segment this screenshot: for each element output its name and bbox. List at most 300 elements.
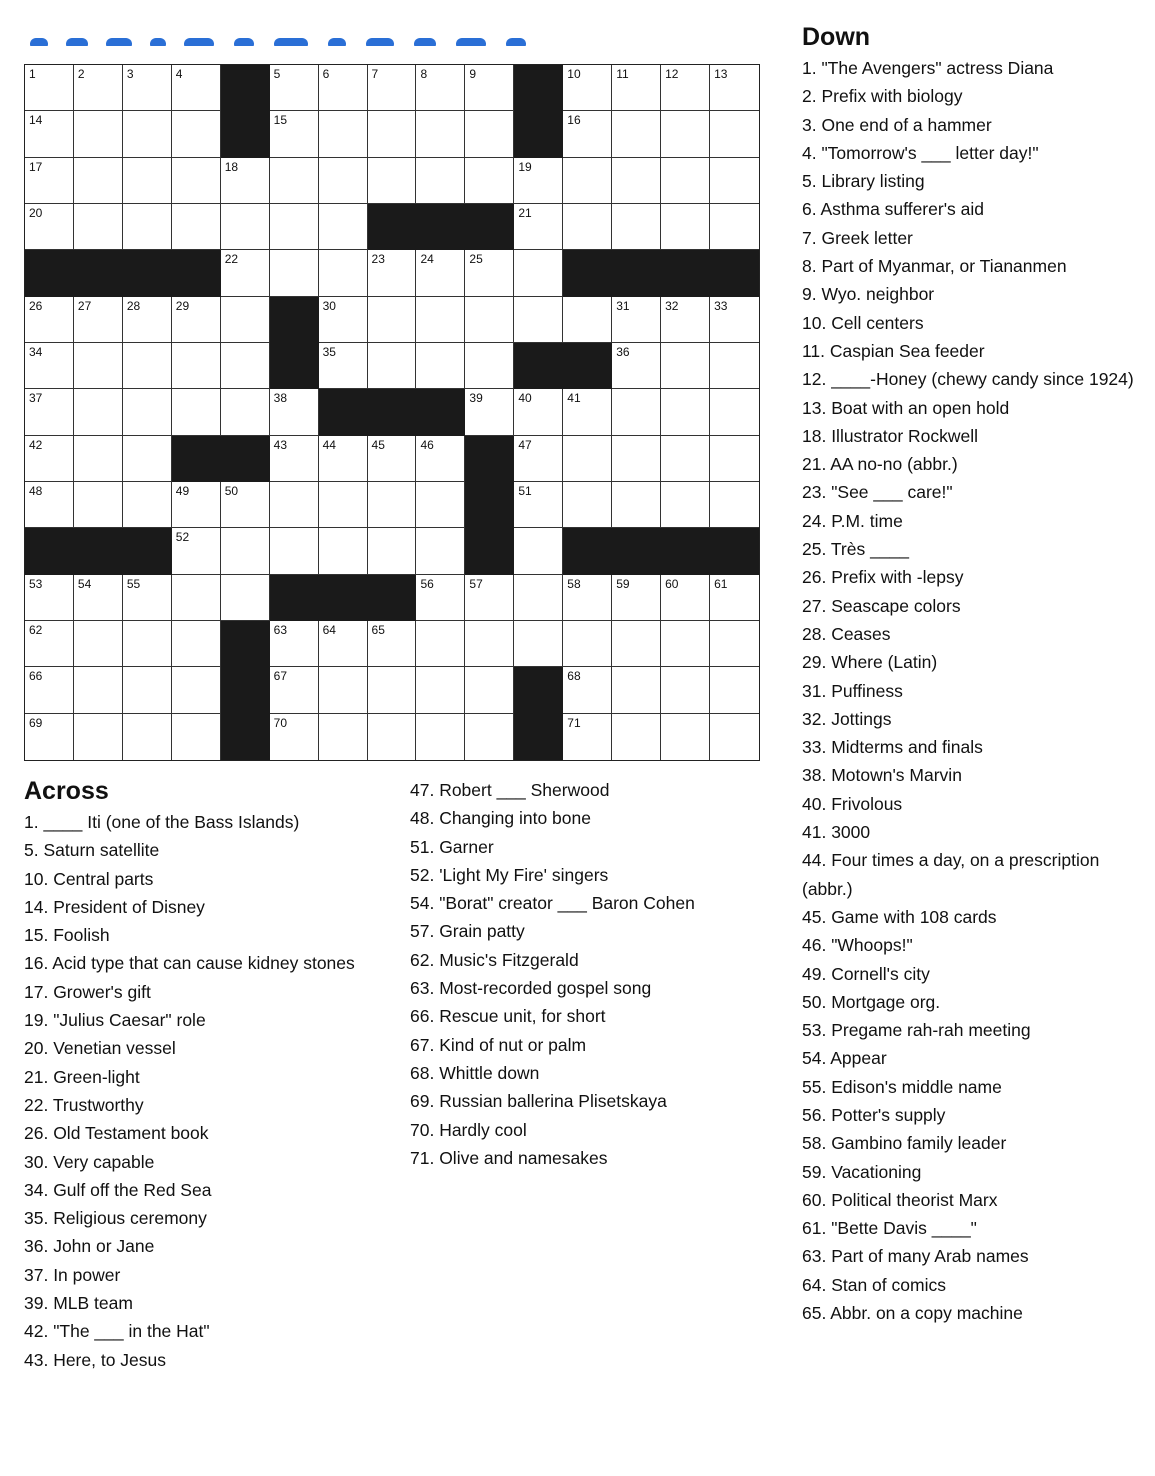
grid-cell[interactable] xyxy=(270,621,319,667)
grid-cell[interactable] xyxy=(319,714,368,760)
clue-item: 61. "Bette Davis ____" xyxy=(802,1218,977,1239)
clue-item: 26. Prefix with -lepsy xyxy=(802,567,964,588)
clue-item: 15. Foolish xyxy=(24,925,110,946)
clue-number: 31 xyxy=(616,298,630,313)
grid-cell[interactable] xyxy=(661,111,710,157)
black-square xyxy=(563,343,612,389)
grid-cell[interactable] xyxy=(123,111,172,157)
clue-number: 47 xyxy=(518,437,532,452)
grid-cell[interactable] xyxy=(416,436,465,482)
grid-cell[interactable] xyxy=(270,667,319,713)
clue-item: 18. Illustrator Rockwell xyxy=(802,425,979,446)
clue-item: 47. Robert ___ Sherwood xyxy=(410,780,610,800)
grid-cell[interactable] xyxy=(123,65,172,111)
grid-cell[interactable] xyxy=(368,621,417,667)
crossword-grid xyxy=(24,64,760,761)
grid-cell[interactable] xyxy=(661,667,710,713)
black-square xyxy=(74,528,123,574)
grid-cell[interactable] xyxy=(221,528,270,574)
black-square xyxy=(368,575,417,621)
clue-item: 33. Midterms and finals xyxy=(802,737,983,758)
clue-number: 44 xyxy=(322,437,336,452)
black-square xyxy=(612,250,661,296)
grid-cell[interactable] xyxy=(661,297,710,343)
grid-cell[interactable] xyxy=(710,667,759,713)
grid-cell[interactable] xyxy=(465,158,514,204)
clue-number: 36 xyxy=(616,344,630,359)
clue-number: 45 xyxy=(371,437,385,452)
grid-cell[interactable] xyxy=(465,714,514,760)
clue-item: 1. ____ Iti (one of the Bass Islands) xyxy=(24,812,300,832)
clue-number: 22 xyxy=(224,252,239,267)
grid-cell[interactable] xyxy=(172,389,221,435)
clue-item: 54. Appear xyxy=(802,1048,887,1069)
clue-number: 13 xyxy=(714,67,728,81)
grid-cell[interactable] xyxy=(710,621,759,667)
clue-item: 22. Trustworthy xyxy=(24,1094,144,1115)
grid-cell[interactable] xyxy=(710,111,759,157)
grid-cell[interactable] xyxy=(74,65,123,111)
down-heading: Down xyxy=(802,23,871,51)
grid-cell[interactable] xyxy=(221,204,270,250)
grid-cell[interactable] xyxy=(123,714,172,760)
grid-cell[interactable] xyxy=(172,621,221,667)
black-square xyxy=(465,528,514,574)
grid-cell[interactable] xyxy=(465,250,514,296)
clue-number: 16 xyxy=(567,113,581,128)
grid-cell[interactable] xyxy=(612,575,661,621)
grid-cell[interactable] xyxy=(74,158,123,204)
grid-cell[interactable] xyxy=(74,575,123,621)
grid-cell[interactable] xyxy=(25,111,74,157)
black-square xyxy=(221,714,270,760)
grid-cell[interactable] xyxy=(612,436,661,482)
black-square xyxy=(563,528,612,574)
clue-number: 57 xyxy=(469,576,483,591)
grid-cell[interactable] xyxy=(661,714,710,760)
across-clues-column-2 xyxy=(410,776,770,1172)
clue-number: 50 xyxy=(224,483,239,498)
grid-cell[interactable] xyxy=(25,65,74,111)
grid-cell[interactable] xyxy=(368,667,417,713)
clue-item: 10. Cell centers xyxy=(802,312,924,333)
grid-cell[interactable] xyxy=(270,204,319,250)
grid-cell[interactable] xyxy=(172,714,221,760)
clue-number: 7 xyxy=(371,67,379,81)
clue-item: 65. Abbr. on a copy machine xyxy=(802,1303,1023,1324)
grid-cell[interactable] xyxy=(25,158,74,204)
grid-cell[interactable] xyxy=(368,65,417,111)
clue-item: 63. Most-recorded gospel song xyxy=(410,978,652,999)
grid-cell[interactable] xyxy=(368,111,417,157)
grid-cell[interactable] xyxy=(123,343,172,389)
grid-cell[interactable] xyxy=(710,343,759,389)
grid-cell[interactable] xyxy=(368,436,417,482)
clue-number: 18 xyxy=(224,159,239,174)
grid-cell[interactable] xyxy=(465,621,514,667)
black-square xyxy=(661,250,710,296)
black-square xyxy=(368,389,417,435)
grid-cell[interactable] xyxy=(416,667,465,713)
clue-item: 16. Acid type that can cause kidney stones xyxy=(24,953,355,974)
clue-number: 32 xyxy=(665,298,679,313)
clue-number: 69 xyxy=(29,715,43,730)
grid-cell[interactable] xyxy=(612,621,661,667)
clue-item: 5. Library listing xyxy=(802,171,925,192)
grid-cell[interactable] xyxy=(710,297,759,343)
black-square xyxy=(465,482,514,528)
grid-cell[interactable] xyxy=(416,482,465,528)
grid-cell[interactable] xyxy=(465,111,514,157)
grid-cell[interactable] xyxy=(563,65,612,111)
clue-number: 55 xyxy=(126,576,141,591)
grid-cell[interactable] xyxy=(25,667,74,713)
clue-number: 56 xyxy=(420,576,434,591)
grid-cell[interactable] xyxy=(661,158,710,204)
grid-cell[interactable] xyxy=(612,667,661,713)
grid-cell[interactable] xyxy=(710,158,759,204)
grid-cell[interactable] xyxy=(563,482,612,528)
clue-item: 63. Part of many Arab names xyxy=(802,1246,1029,1267)
grid-cell[interactable] xyxy=(74,482,123,528)
clue-number: 15 xyxy=(273,113,288,128)
clue-item: 13. Boat with an open hold xyxy=(802,397,1010,418)
clue-number: 63 xyxy=(273,622,288,637)
clue-number: 26 xyxy=(29,298,43,313)
grid-cell[interactable] xyxy=(368,250,417,296)
black-square xyxy=(270,297,319,343)
clue-number: 21 xyxy=(518,205,532,220)
clue-item: 4. "Tomorrow's ___ letter day!" xyxy=(802,142,1039,163)
clue-item: 38. Motown's Marvin xyxy=(802,765,962,786)
grid-cell[interactable] xyxy=(465,575,514,621)
grid-cell[interactable] xyxy=(416,111,465,157)
grid-cell[interactable] xyxy=(319,482,368,528)
grid-cell[interactable] xyxy=(172,111,221,157)
grid-cell[interactable] xyxy=(661,65,710,111)
clue-item: 23. "See ___ care!" xyxy=(802,482,953,503)
grid-cell[interactable] xyxy=(123,575,172,621)
grid-cell[interactable] xyxy=(270,158,319,204)
clue-number: 23 xyxy=(371,252,385,267)
clue-item: 54. "Borat" creator ___ Baron Cohen xyxy=(410,893,695,914)
grid-cell[interactable] xyxy=(416,343,465,389)
clue-number: 1 xyxy=(29,67,36,81)
grid-cell[interactable] xyxy=(25,621,74,667)
grid-cell[interactable] xyxy=(221,250,270,296)
grid-cell[interactable] xyxy=(74,297,123,343)
clue-item: 41. 3000 xyxy=(802,822,871,843)
grid-cell[interactable] xyxy=(319,158,368,204)
black-square xyxy=(710,528,759,574)
grid-cell[interactable] xyxy=(661,204,710,250)
grid-cell[interactable] xyxy=(612,204,661,250)
grid-cell[interactable] xyxy=(612,111,661,157)
grid-cell[interactable] xyxy=(172,204,221,250)
grid-cell[interactable] xyxy=(319,297,368,343)
grid-cell[interactable] xyxy=(319,667,368,713)
clue-number: 35 xyxy=(322,344,336,359)
clue-number: 41 xyxy=(567,391,581,406)
clue-item: 37. In power xyxy=(24,1264,121,1285)
clue-item: 8. Part of Myanmar, or Tiananmen xyxy=(802,256,1067,277)
grid-cell[interactable] xyxy=(123,204,172,250)
grid-cell[interactable] xyxy=(514,389,563,435)
grid-cell[interactable] xyxy=(172,575,221,621)
black-square xyxy=(270,343,319,389)
clue-item: 26. Old Testament book xyxy=(24,1123,209,1144)
grid-cell[interactable] xyxy=(74,389,123,435)
clue-number: 61 xyxy=(714,576,728,591)
clue-item: 69. Russian ballerina Plisetskaya xyxy=(410,1091,667,1112)
clue-number: 4 xyxy=(175,67,183,81)
grid-cell[interactable] xyxy=(270,250,319,296)
grid-cell[interactable] xyxy=(172,297,221,343)
grid-cell[interactable] xyxy=(514,528,563,574)
clue-number: 60 xyxy=(665,576,679,591)
grid-cell[interactable] xyxy=(465,667,514,713)
black-square xyxy=(563,250,612,296)
clue-number: 71 xyxy=(567,715,581,730)
grid-cell[interactable] xyxy=(368,343,417,389)
grid-cell[interactable] xyxy=(563,297,612,343)
grid-cell[interactable] xyxy=(221,575,270,621)
grid-cell[interactable] xyxy=(74,343,123,389)
clue-number: 8 xyxy=(420,67,428,81)
black-square xyxy=(416,204,465,250)
grid-cell[interactable] xyxy=(465,389,514,435)
grid-cell[interactable] xyxy=(221,158,270,204)
grid-cell[interactable] xyxy=(465,297,514,343)
grid-cell[interactable] xyxy=(74,111,123,157)
grid-cell[interactable] xyxy=(612,343,661,389)
grid-cell[interactable] xyxy=(74,667,123,713)
grid-cell[interactable] xyxy=(123,297,172,343)
grid-cell[interactable] xyxy=(416,297,465,343)
grid-cell[interactable] xyxy=(319,250,368,296)
grid-cell[interactable] xyxy=(368,482,417,528)
grid-cell[interactable] xyxy=(25,204,74,250)
clue-item: 62. Music's Fitzgerald xyxy=(410,949,579,970)
grid-cell[interactable] xyxy=(416,158,465,204)
grid-cell[interactable] xyxy=(514,436,563,482)
grid-cell[interactable] xyxy=(25,575,74,621)
clue-number: 9 xyxy=(469,67,477,81)
grid-cell[interactable] xyxy=(319,204,368,250)
grid-cell[interactable] xyxy=(319,621,368,667)
clue-number: 52 xyxy=(175,530,190,545)
clue-number: 29 xyxy=(175,298,190,313)
grid-cell[interactable] xyxy=(368,297,417,343)
grid-cell[interactable] xyxy=(172,667,221,713)
grid-cell[interactable] xyxy=(123,389,172,435)
clue-number: 6 xyxy=(322,67,330,81)
clue-item: 32. Jottings xyxy=(802,708,892,729)
grid-cell[interactable] xyxy=(563,389,612,435)
grid-cell[interactable] xyxy=(74,621,123,667)
grid-cell[interactable] xyxy=(319,111,368,157)
clue-item: 66. Rescue unit, for short xyxy=(410,1006,606,1027)
grid-cell[interactable] xyxy=(270,714,319,760)
clue-number: 40 xyxy=(518,391,532,406)
clue-item: 10. Central parts xyxy=(24,868,154,889)
grid-cell[interactable] xyxy=(172,482,221,528)
grid-cell[interactable] xyxy=(416,528,465,574)
clue-number: 51 xyxy=(518,483,532,498)
grid-cell[interactable] xyxy=(416,250,465,296)
clue-item: 67. Kind of nut or palm xyxy=(410,1034,587,1055)
clue-number: 64 xyxy=(322,622,336,637)
grid-cell[interactable] xyxy=(123,158,172,204)
grid-cell[interactable] xyxy=(563,204,612,250)
grid-cell[interactable] xyxy=(270,389,319,435)
grid-cell[interactable] xyxy=(661,343,710,389)
grid-cell[interactable] xyxy=(172,65,221,111)
grid-cell[interactable] xyxy=(221,343,270,389)
grid-cell[interactable] xyxy=(319,65,368,111)
grid-cell[interactable] xyxy=(661,621,710,667)
grid-cell[interactable] xyxy=(221,482,270,528)
grid-cell[interactable] xyxy=(416,575,465,621)
grid-cell[interactable] xyxy=(661,436,710,482)
grid-cell[interactable] xyxy=(612,65,661,111)
grid-cell[interactable] xyxy=(368,158,417,204)
grid-cell[interactable] xyxy=(612,482,661,528)
clue-number: 19 xyxy=(518,159,532,174)
grid-cell[interactable] xyxy=(563,621,612,667)
grid-cell[interactable] xyxy=(563,436,612,482)
clue-item: 55. Edison's middle name xyxy=(802,1076,1002,1097)
down-clues-column xyxy=(802,22,1147,1327)
grid-cell[interactable] xyxy=(514,575,563,621)
grid-cell[interactable] xyxy=(612,297,661,343)
grid-cell[interactable] xyxy=(661,575,710,621)
clue-number: 33 xyxy=(714,298,728,313)
grid-cell[interactable] xyxy=(710,389,759,435)
grid-cell[interactable] xyxy=(416,621,465,667)
clue-number: 46 xyxy=(420,437,434,452)
grid-cell[interactable] xyxy=(514,482,563,528)
grid-cell[interactable] xyxy=(710,436,759,482)
black-square xyxy=(612,528,661,574)
clue-number: 43 xyxy=(273,437,288,452)
grid-cell[interactable] xyxy=(270,482,319,528)
grid-cell[interactable] xyxy=(661,389,710,435)
grid-cell[interactable] xyxy=(612,158,661,204)
clue-number: 3 xyxy=(126,67,134,81)
grid-cell[interactable] xyxy=(563,158,612,204)
grid-cell[interactable] xyxy=(612,714,661,760)
grid-cell[interactable] xyxy=(172,528,221,574)
grid-cell[interactable] xyxy=(661,482,710,528)
clue-item: 45. Game with 108 cards xyxy=(802,906,997,927)
grid-cell[interactable] xyxy=(74,436,123,482)
grid-cell[interactable] xyxy=(514,297,563,343)
black-square xyxy=(221,621,270,667)
black-square xyxy=(465,436,514,482)
clue-item: 56. Potter's supply xyxy=(802,1104,946,1125)
grid-cell[interactable] xyxy=(563,667,612,713)
grid-cell[interactable] xyxy=(563,714,612,760)
grid-cell[interactable] xyxy=(319,436,368,482)
clue-item: 20. Venetian vessel xyxy=(24,1038,176,1059)
grid-cell[interactable] xyxy=(319,343,368,389)
clue-item: 19. "Julius Caesar" role xyxy=(24,1010,206,1031)
grid-cell[interactable] xyxy=(25,436,74,482)
black-square xyxy=(368,204,417,250)
grid-cell[interactable] xyxy=(25,343,74,389)
grid-cell[interactable] xyxy=(270,65,319,111)
grid-cell[interactable] xyxy=(368,714,417,760)
grid-cell[interactable] xyxy=(514,158,563,204)
grid-cell[interactable] xyxy=(612,389,661,435)
clue-number: 68 xyxy=(567,669,581,684)
grid-cell[interactable] xyxy=(710,204,759,250)
grid-cell[interactable] xyxy=(465,343,514,389)
grid-cell[interactable] xyxy=(710,575,759,621)
clue-number: 25 xyxy=(469,252,483,267)
black-square xyxy=(319,575,368,621)
clue-item: 9. Wyo. neighbor xyxy=(802,284,935,305)
black-square xyxy=(25,250,74,296)
grid-cell[interactable] xyxy=(514,250,563,296)
grid-cell[interactable] xyxy=(123,621,172,667)
grid-cell[interactable] xyxy=(514,621,563,667)
clue-item: 60. Political theorist Marx xyxy=(802,1189,998,1210)
grid-cell[interactable] xyxy=(514,204,563,250)
grid-cell[interactable] xyxy=(465,65,514,111)
clue-item: 29. Where (Latin) xyxy=(802,652,938,673)
clue-item: 28. Ceases xyxy=(802,623,891,644)
grid-cell[interactable] xyxy=(123,667,172,713)
clue-number: 53 xyxy=(29,576,43,591)
grid-cell[interactable] xyxy=(172,158,221,204)
grid-cell[interactable] xyxy=(710,714,759,760)
grid-cell[interactable] xyxy=(270,528,319,574)
clue-item: 51. Garner xyxy=(410,836,494,857)
grid-cell[interactable] xyxy=(172,343,221,389)
clue-number: 67 xyxy=(273,669,288,684)
grid-cell[interactable] xyxy=(123,482,172,528)
grid-cell[interactable] xyxy=(710,482,759,528)
grid-cell[interactable] xyxy=(25,714,74,760)
clue-number: 30 xyxy=(322,298,336,313)
clue-number: 65 xyxy=(371,622,385,637)
grid-cell[interactable] xyxy=(563,575,612,621)
grid-cell[interactable] xyxy=(416,65,465,111)
clue-item: 5. Saturn satellite xyxy=(24,840,160,861)
grid-cell[interactable] xyxy=(563,111,612,157)
grid-cell[interactable] xyxy=(270,111,319,157)
black-square xyxy=(514,65,563,111)
grid-cell[interactable] xyxy=(319,528,368,574)
grid-cell[interactable] xyxy=(221,297,270,343)
grid-cell[interactable] xyxy=(710,65,759,111)
grid-cell[interactable] xyxy=(123,436,172,482)
grid-cell[interactable] xyxy=(416,714,465,760)
clue-number: 38 xyxy=(273,391,288,406)
grid-cell[interactable] xyxy=(270,436,319,482)
clue-item: 42. "The ___ in the Hat" xyxy=(24,1321,210,1342)
grid-cell[interactable] xyxy=(368,528,417,574)
grid-cell[interactable] xyxy=(74,714,123,760)
grid-cell[interactable] xyxy=(25,389,74,435)
grid-cell[interactable] xyxy=(25,297,74,343)
clue-item: 3. One end of a hammer xyxy=(802,114,992,135)
grid-cell[interactable] xyxy=(25,482,74,528)
grid-cell[interactable] xyxy=(74,204,123,250)
grid-cell[interactable] xyxy=(221,389,270,435)
